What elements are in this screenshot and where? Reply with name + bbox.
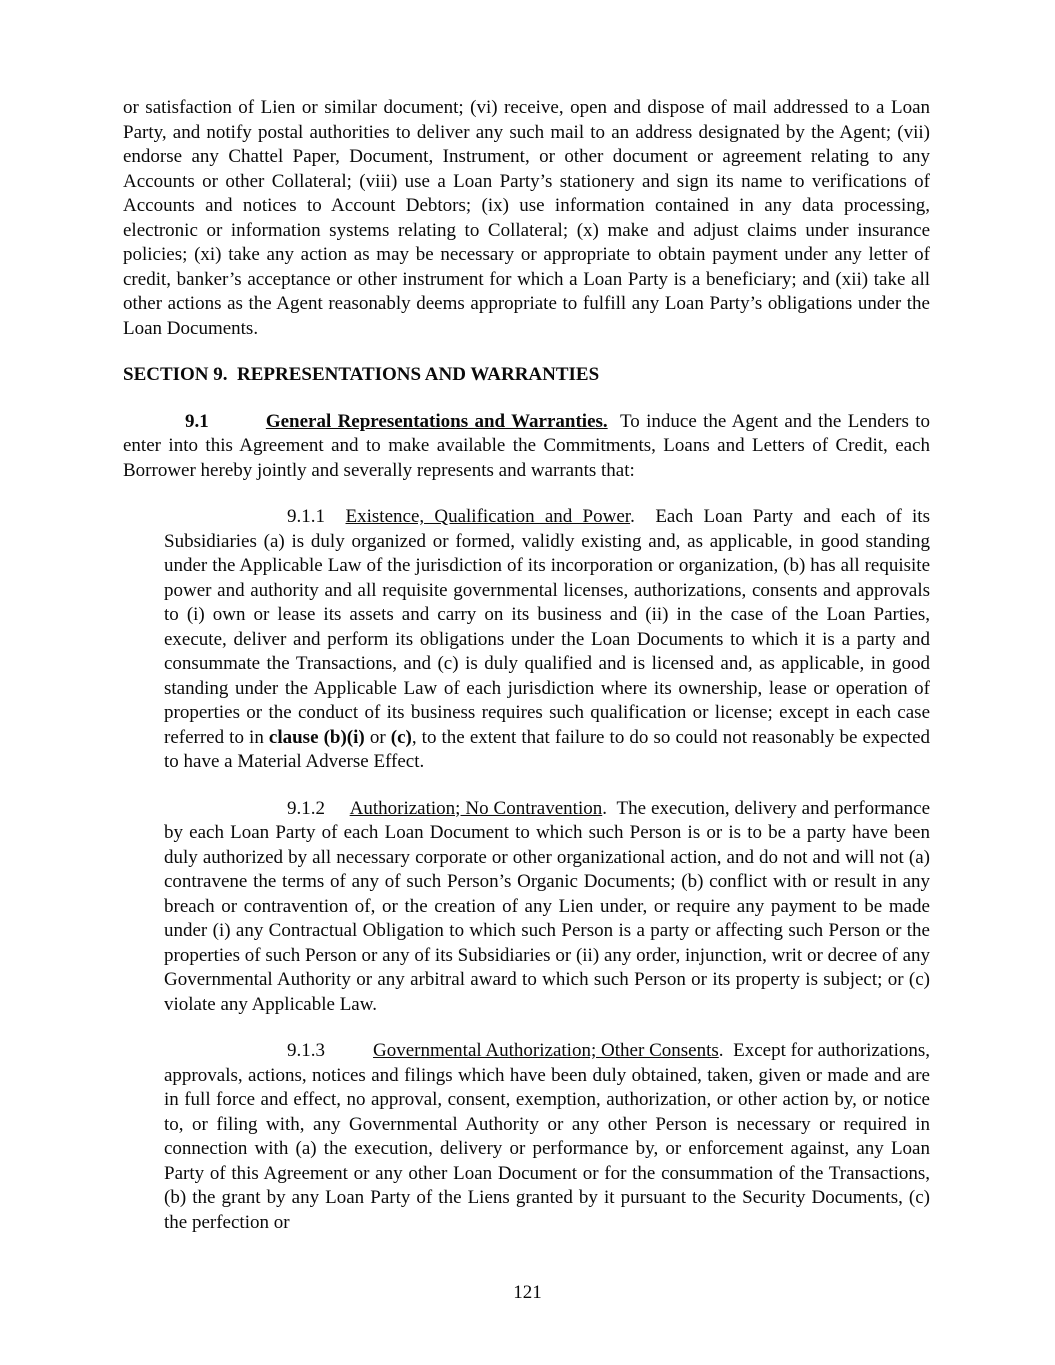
paragraph-9-1-1 <box>164 505 930 775</box>
section-number: 9.1.3 <box>287 1040 373 1061</box>
document-body <box>123 96 930 1257</box>
clause-heading: General Representations and Warranties. <box>265 410 608 432</box>
body-text: . The execution, delivery and performance by each Loan Party of each Loan Document to which such Person is or is to be a party have been duly authorized by all necessary corporate or other organizational action, and do not and will not (a) contravene the terms of any of such Person’s Organic Documents; (b) conflict with or result in any breach or contravention of, or the creation of any Lien under, or require any payment to be made under (i) any Contractual Obligation to which such Person is a party or affecting such Person or the properties of such Person or any of its Subsidiaries or (ii) any order, injunction, writ or decree of any Governmental Authority or any arbitral award to which such Person or its property is subject; or (c) violate any Applicable Law. <box>164 797 931 1015</box>
cross-reference: clause (b)(i) <box>268 726 365 748</box>
body-text: or <box>364 726 391 748</box>
clause-heading: Existence, Qualification and Power <box>345 506 631 527</box>
body-text: or satisfaction of Lien or similar document; (vi) receive, open and dispose of mail addressed to a Loan Party, and notify postal authorities to deliver any such mail to an address designated by the Agent; (vii) endorse any Chattel Paper, Document, Instrument, or other document or agreement relating to any Accounts or other Collateral; (viii) use a Loan Party’s stationery and sign its name to verifications of Accounts and notices to Account Debtors; (ix) use information contained in any data processing, electronic or information systems relating to Collateral; (x) make and adjust claims under insurance policies; (xi) take any action as may be necessary or appropriate to obtain payment under any letter of credit, banker’s acceptance or other instrument for which a Loan Party is a beneficiary; and (xii) take all other actions as the Agent reasonably deems appropriate to fulfill any Loan Party’s obligations under the Loan Documents. <box>123 97 930 339</box>
section-heading-text: SECTION 9. REPRESENTATIONS AND WARRANTIES <box>123 364 600 385</box>
section-number: 9.1.2 <box>287 797 350 819</box>
paragraph-9-1 <box>123 410 930 484</box>
paragraph-9-1-3 <box>164 1039 930 1235</box>
body-text: , to the extent that failure to do so could not reasonably be expected to have a Material Adverse Effect. <box>164 726 931 772</box>
page-number: 121 <box>513 1282 542 1303</box>
paragraph-9-1-2 <box>164 797 930 1018</box>
paragraph-continuation <box>123 96 930 341</box>
body-text: . Each Loan Party and each of its Subsidiaries (a) is duly organized or formed, validly existing and, as applicable, in good standing under the Applicable Law of the jurisdiction of its incorporation or organization, (b) has all requisite power and authority and all requisite governmental licenses, authorizations, consents and approvals to (i) own or lease its assets and carry on its business and (ii) in the case of the Loan Parties, execute, deliver and perform its obligations under the Loan Documents to which it is a party and consummate the Transactions, and (c) is duly qualified and is licensed and, as applicable, in good standing under the Applicable Law of each jurisdiction where its ownership, lease or operation of properties or the conduct of its business requires such qualification or license; except in each case referred to in <box>164 506 930 748</box>
body-text: To induce the Agent and the Lenders to enter into this Agreement and to make available the Commitments, Loans and Letters of Credit, each Borrower hereby jointly and severally represents and warrants that: <box>123 410 931 481</box>
clause-heading: Governmental Authorization; Other Consents <box>372 1040 719 1061</box>
section-heading <box>123 363 930 388</box>
cross-reference: (c) <box>390 726 412 748</box>
clause-heading: Authorization; No Contravention <box>349 797 603 819</box>
section-number: 9.1 <box>185 410 266 432</box>
section-number: 9.1.1 <box>287 506 346 527</box>
body-text: . Except for authorizations, approvals, actions, notices and filings which have been duly obtained, taken, given or made and are in full force and effect, no approval, consent, exemption, authorization, or other action by, or notice to, or filing with, any Governmental Authority or any other Person is necessary or required in connection with (a) the execution, delivery or performance by, or enforcement against, any Loan Party of this Agreement or any other Loan Document or for the consummation of the Transactions, (b) the grant by any Loan Party of the Liens granted by it pursuant to the Security Documents, (c) the perfection or <box>164 1040 930 1233</box>
